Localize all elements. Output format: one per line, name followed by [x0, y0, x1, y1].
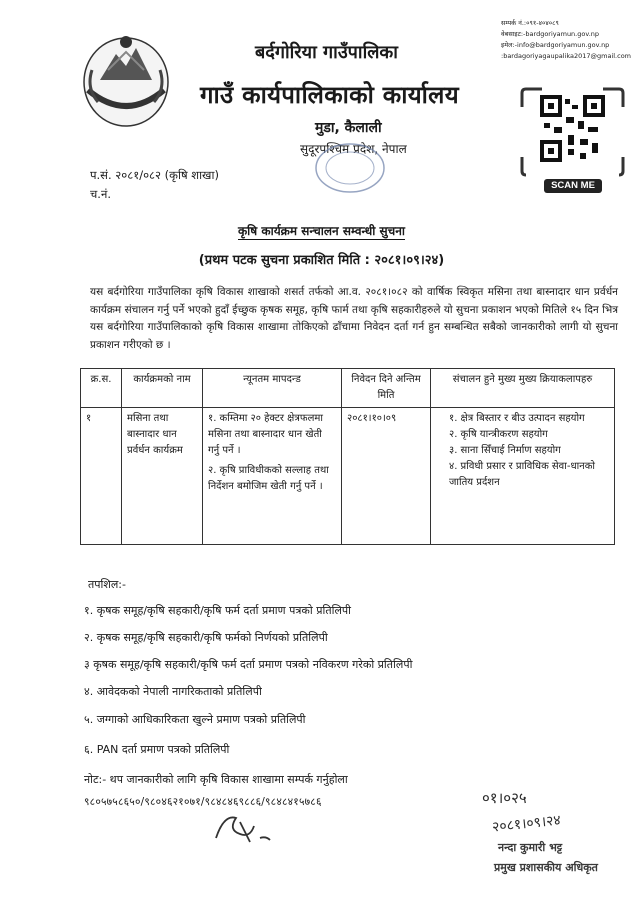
- activity-item: ३. साना सिँचाई निर्माण सहयोग: [449, 445, 561, 456]
- activity-item: १. क्षेत्र बिस्तार र बीउ उत्पादन सहयोग: [449, 413, 585, 424]
- col-criteria: न्यूनतम मापदन्ड: [203, 369, 342, 408]
- enclosure-item: १. कृषक समूह/कृषि सहकारी/कृषि फर्म दर्ता प्रमाण पत्रको प्रतिलिपी: [84, 604, 351, 617]
- col-program: कार्यक्रमको नाम: [122, 369, 203, 408]
- activity-item: २. कृषि यान्त्रीकरण सहयोग: [449, 429, 548, 440]
- cell-deadline: २०८१।१०।०९: [342, 408, 431, 545]
- cell-activities: [431, 408, 615, 545]
- cell-criteria: [203, 408, 342, 545]
- contact-info: [501, 18, 632, 62]
- reference-number: प.सं. २०८१/०८२ (कृषि शाखा): [90, 168, 219, 182]
- enclosures-label: तपशिल:-: [88, 578, 126, 591]
- reference-block: [90, 166, 219, 204]
- signature-date: २०८१।०९।२४: [491, 812, 562, 836]
- contact-phone: सम्पर्क नं.:०९१-४०४०८९: [501, 19, 559, 27]
- office-location: मुडा, कैलाली: [315, 120, 382, 136]
- dispatch-number: च.नं.: [90, 187, 111, 201]
- contact-gmail: :bardagoriyagaupalika2017@gmail.com: [501, 52, 632, 60]
- initials-signature: [210, 808, 280, 848]
- officer-name: नन्दा कुमारी भट्ट: [498, 841, 563, 854]
- enclosure-item: ५. जग्गाको आधिकारिकता खुल्ने प्रमाण पत्रको प्रतिलिपी: [84, 713, 306, 726]
- notice-body: यस बर्दगोरिया गाउँपालिका कृषि विकास शाखाको शसर्त तर्फको आ.व. २०८१।०८२ को वार्षिक स्विकृत मसिना तथा बास्नादार धान प्रर्वर्धन कार्यक्रम संचालन गर्नु पर्ने भएको हुदाँ ईच्छुक कृषक समूह, कृषि फार्म तथा कृषि सहकारीहरुले यो सुचना प्रकाशन भएको मितिले १५ दिन भित्र यस बर्दगोरिया गाउँपालिकाको कृषि विकास शाखामा तोकिएको ढाँचामा निवेदन दर्ता गर्न हुन सम्बन्धित सबैको जानकारीको लागी यो सुचना प्रकाशन गरीएको छ ।: [90, 286, 618, 351]
- cell-program: मसिना तथा बास्नादार धान प्रर्वर्धन कार्यक्रम: [122, 408, 203, 545]
- col-sn: क्र.स.: [81, 369, 122, 408]
- note-text: नोट:- थप जानकारीको लागि कृषि विकास शाखामा सम्पर्क गर्नुहोला: [84, 773, 348, 786]
- enclosure-item: ३ कृषक समूह/कृषि सहकारी/कृषि फर्म दर्ता प्रमाण पत्रको नविकरण गरेको प्रतिलिपी: [84, 658, 413, 671]
- office-name: गाउँ कार्यपालिकाको कार्यालय: [200, 81, 459, 109]
- table-header-row: [81, 369, 615, 408]
- officer-designation: प्रमुख प्रशासकीय अधिकृत: [494, 861, 598, 874]
- notice-subtitle: (प्रथम पटक सुचना प्रकाशित मिति : २०८१।०९।२४): [198, 253, 445, 268]
- office-seal-stamp: [300, 140, 400, 195]
- notice-title-text: कृषि कार्यक्रम सन्चालन सम्वन्धी सुचना: [237, 224, 406, 238]
- signature-date-short: ०१।०२५: [482, 789, 527, 807]
- cell-sn: १: [81, 408, 122, 545]
- enclosure-item: ६. PAN दर्ता प्रमाण पत्रको प्रतिलिपी: [84, 743, 230, 756]
- enclosure-item: २. कृषक समूह/कृषि सहकारी/कृषि फर्मको निर्णयको प्रतिलिपी: [84, 631, 328, 644]
- table-row: [81, 408, 615, 545]
- enclosure-item: ४. आवेदकको नेपाली नागरिकताको प्रतिलिपी: [84, 685, 262, 698]
- contact-phone-numbers: ९८०५७५८६५०/९८०४६२१०७१/९८४८४६९८८६/९८४८४१५७८६: [84, 796, 322, 808]
- criteria-item: २. कृषि प्राविधीकको सल्लाह तथा निर्देशन बमोजिम खेती गर्नु पर्ने ।: [208, 465, 329, 492]
- nepal-emblem-icon: [78, 30, 174, 130]
- col-activities: संचालन हुने मुख्य मुख्य क्रियाकलापहरु: [431, 369, 615, 408]
- municipality-name: बर्दगोरिया गाउँपालिका: [255, 42, 398, 63]
- activity-item: ४. प्रविधी प्रसार र प्राविधिक सेवा-धानको जातिय प्रर्दशन: [449, 461, 596, 488]
- officer-signature-block: [480, 782, 635, 887]
- qr-code-icon: [520, 87, 625, 195]
- notice-title: [0, 222, 643, 239]
- col-deadline: निवेदन दिने अन्तिम मिति: [342, 369, 431, 408]
- program-table: [80, 368, 615, 545]
- criteria-item: १. कम्तिमा २० हेक्टर क्षेत्रफलमा मसिना तथा बास्नादार धान खेती गर्नु पर्ने ।: [208, 413, 323, 456]
- qr-code[interactable]: [520, 87, 625, 195]
- scan-me-label: SCAN ME: [551, 180, 595, 191]
- contact-email: इमेल:-info@bardgoriyamun.gov.np: [501, 41, 610, 49]
- contact-website: वेबसाइट:-bardgoriyamun.gov.np: [501, 30, 600, 38]
- office-province: सुदूरपश्चिम प्रदेश, नेपाल: [300, 142, 407, 156]
